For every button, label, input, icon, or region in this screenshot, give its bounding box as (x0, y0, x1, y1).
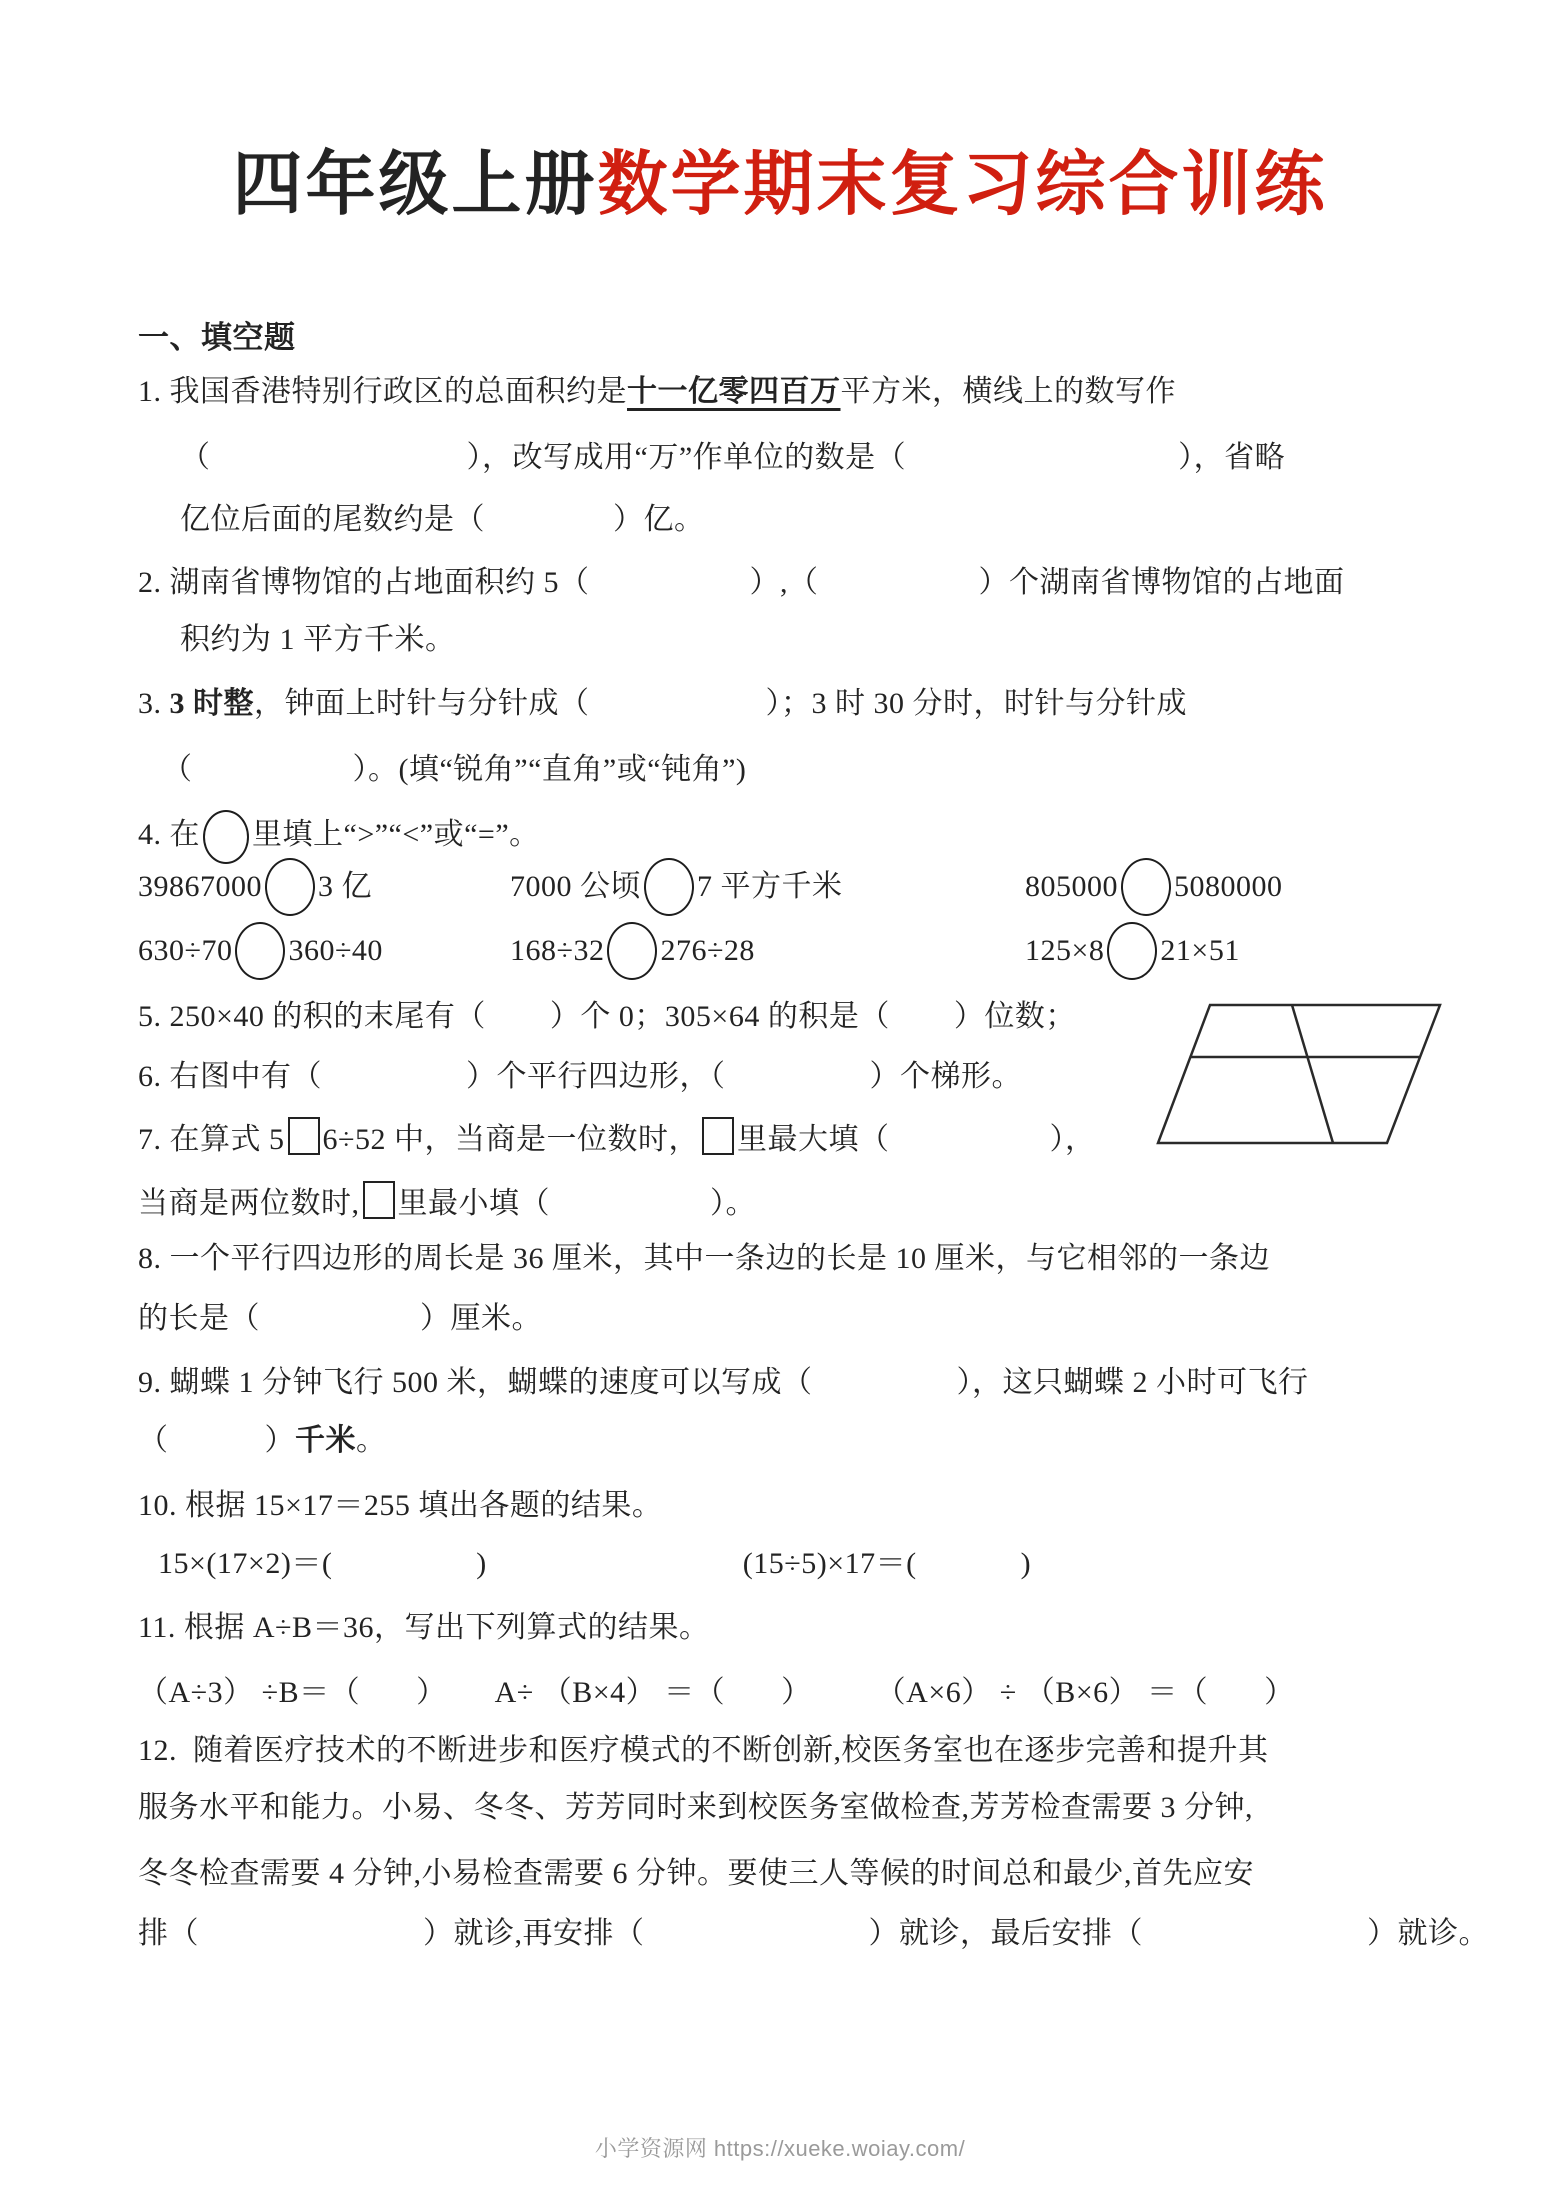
q1-text-post: 平方米，横线上的数写作 (840, 375, 1176, 408)
q9-line2 (138, 1421, 387, 1461)
q2-line1: 2. 湖南省博物馆的占地面积约 5（ ）,（ ）个湖南省博物馆的占地面 (138, 566, 1345, 599)
q5-line1: 5. 250×40 的积的末尾有（ ）个 0；305×64 的积是（ ）位数； (138, 1000, 1076, 1033)
q1-line3: 亿位后面的尾数约是（ ）亿。 (180, 503, 705, 536)
compare-right: 7 平方千米 (697, 870, 843, 903)
q7-line1 (138, 1117, 1095, 1160)
q8-line1: 8. 一个平行四边形的周长是 36 厘米，其中一条边的长是 10 厘米，与它相邻的一条边 (138, 1242, 1270, 1275)
compare-right: 21×51 (1160, 934, 1240, 967)
compare-circle-icon (644, 858, 694, 916)
compare-left: 39867000 (138, 870, 262, 903)
q10-line2: 15×(17×2)＝( ) (15÷5)×17＝( ) (158, 1547, 1032, 1580)
q3-bold-time: 3 时整 (169, 687, 254, 720)
compare-left: 805000 (1025, 870, 1118, 903)
q6-line1: 6. 右图中有（ ）个平行四边形，（ ）个梯形。 (138, 1060, 1022, 1093)
q1-line2: （ ），改写成用“万”作单位的数是（ ），省略 (180, 441, 1286, 474)
compare-right: 360÷40 (288, 934, 383, 967)
q4-post: 里填上“>”“<”或“=”。 (252, 817, 540, 851)
compare-item (510, 858, 1025, 916)
q10-line1: 10. 根据 15×17＝255 填出各题的结果。 (138, 1489, 663, 1522)
compare-item (1025, 922, 1240, 980)
q9-blank: （ ） (138, 1424, 295, 1457)
compare-right: 3 亿 (318, 870, 372, 903)
q11-line1: 11. 根据 A÷B＝36，写出下列算式的结果。 (138, 1611, 710, 1644)
q8-line2: 的长是（ ）厘米。 (138, 1302, 542, 1335)
q12-line1: 12. 随着医疗技术的不断进步和医疗模式的不断创新,校医务室也在逐步完善和提升其 (138, 1734, 1269, 1767)
q3-line2: （ ）。(填“锐角”“直角”或“钝角”) (162, 753, 747, 786)
q7-seg-a: 7. 在算式 5 (138, 1123, 285, 1156)
compare-circle-icon (203, 810, 249, 864)
digit-box-icon (363, 1181, 395, 1219)
compare-left: 125×8 (1025, 934, 1105, 967)
q3-num: 3. (138, 687, 170, 720)
section-heading: 一、填空题 (138, 320, 296, 355)
q1-line1 (138, 372, 1176, 412)
compare-circle-icon (1121, 858, 1171, 916)
compare-item (510, 922, 1025, 980)
compare-row-2 (138, 922, 1240, 980)
compare-circle-icon (235, 922, 285, 980)
q1-underlined-number: 十一亿零四百万 (627, 375, 841, 408)
q7-seg-c: 里最大填（ ）， (736, 1123, 1096, 1156)
compare-circle-icon (265, 858, 315, 916)
compare-right: 276÷28 (660, 934, 755, 967)
q2-line2: 积约为 1 平方千米。 (180, 623, 456, 656)
compare-right: 5080000 (1174, 870, 1283, 903)
compare-left: 630÷70 (138, 934, 233, 967)
compare-item (1025, 858, 1283, 916)
q9-bold-km: 千米 (295, 1424, 356, 1457)
parallelogram-figure (1140, 995, 1460, 1155)
compare-left: 168÷32 (510, 934, 605, 967)
q3-rest: ，钟面上时针与分针成（ ）；3 时 30 分时，时针与分针成 (254, 687, 1187, 720)
q11-line2: （A÷3） ÷B＝（ ） A÷ （B×4） ＝（ ） （A×6） ÷ （B×6） ＝（ ） (138, 1676, 1295, 1709)
compare-circle-icon (607, 922, 657, 980)
q7-seg-b: 6÷52 中，当商是一位数时， (322, 1123, 699, 1156)
q12-line2: 服务水平和能力。小易、冬冬、芳芳同时来到校医务室做检查,芳芳检查需要 3 分钟, (138, 1791, 1253, 1824)
q1-text-pre: 1. 我国香港特别行政区的总面积约是 (138, 375, 627, 408)
compare-item (138, 922, 510, 980)
q3-line1 (138, 684, 1187, 724)
page-title (0, 128, 1560, 229)
q4-heading (138, 810, 540, 864)
compare-row-1 (138, 858, 1283, 916)
q7-line2 (138, 1181, 756, 1224)
q9-period: 。 (356, 1424, 387, 1457)
q12-line3: 冬冬检查需要 4 分钟,小易检查需要 6 分钟。要使三人等候的时间总和最少,首先应安 (138, 1857, 1254, 1890)
q12-line4: 排（ ）就诊,再安排（ ）就诊，最后安排（ ）就诊。 (138, 1917, 1489, 1950)
slanted-divider-line (1292, 1005, 1333, 1143)
compare-item (138, 858, 510, 916)
q7-seg-e: 里最小填（ ）。 (397, 1187, 756, 1220)
title-black-part: 四年级上册 (232, 147, 598, 224)
digit-box-icon (288, 1117, 320, 1155)
digit-box-icon (702, 1117, 734, 1155)
title-red-part: 数学期末复习综合训练 (597, 147, 1328, 224)
q7-seg-d: 当商是两位数时, (138, 1187, 360, 1220)
q9-line1: 9. 蝴蝶 1 分钟飞行 500 米，蝴蝶的速度可以写成（ ），这只蝴蝶 2 小时可飞行 (138, 1366, 1309, 1399)
compare-left: 7000 公顷 (510, 870, 641, 903)
compare-circle-icon (1107, 922, 1157, 980)
footer-credit: 小学资源网 https://xueke.woiay.com/ (594, 2136, 966, 2161)
q4-pre: 4. 在 (138, 817, 200, 851)
